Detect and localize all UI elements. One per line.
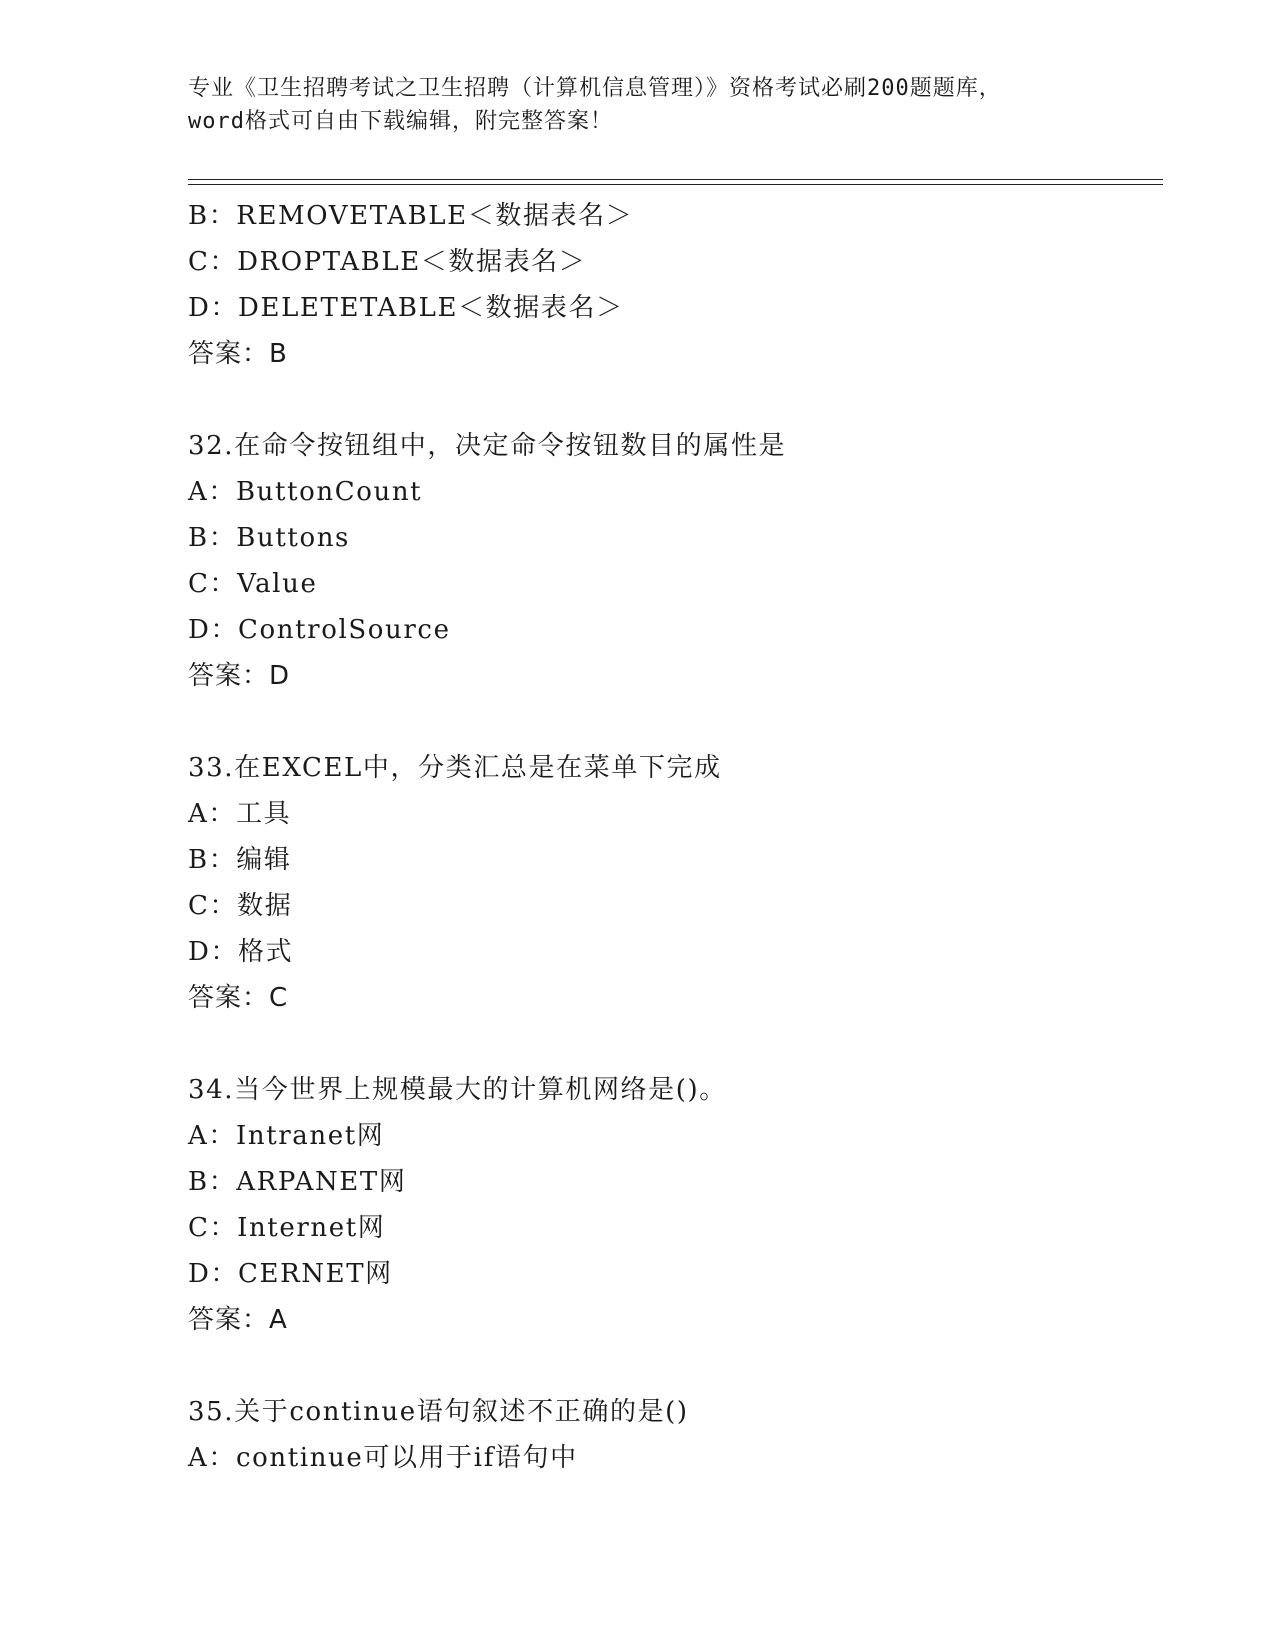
spacer	[188, 1343, 1168, 1389]
question-33	[188, 745, 1168, 1021]
question-32	[188, 423, 1168, 699]
question-34	[188, 1067, 1168, 1343]
question-text: 33.在EXCEL中，分类汇总是在菜单下完成	[188, 753, 722, 783]
option-b: B：REMOVETABLE＜数据表名＞	[188, 201, 634, 231]
option-c: C：数据	[188, 891, 293, 921]
header-line-2: word格式可自由下载编辑，附完整答案！	[188, 109, 613, 134]
document-header	[188, 72, 1108, 138]
spacer	[188, 1021, 1168, 1067]
option-c: C：Internet网	[188, 1213, 386, 1243]
question-text: 32.在命令按钮组中，决定命令按钮数目的属性是	[188, 431, 787, 461]
spacer	[188, 377, 1168, 423]
header-divider-bottom	[188, 184, 1163, 185]
option-b: B：ARPANET网	[188, 1167, 407, 1197]
option-a: A：ButtonCount	[188, 477, 423, 507]
option-b: B：Buttons	[188, 523, 350, 553]
option-c: C：Value	[188, 569, 318, 599]
option-a: A：continue可以用于if语句中	[188, 1443, 578, 1473]
option-a: A：工具	[188, 799, 292, 829]
question-35	[188, 1389, 1168, 1481]
question-31-continued	[188, 193, 1168, 377]
answer: 答案：D	[188, 661, 291, 691]
answer: 答案：A	[188, 1305, 288, 1335]
question-text: 34.当今世界上规模最大的计算机网络是()。	[188, 1075, 727, 1105]
header-line-1: 专业《卫生招聘考试之卫生招聘（计算机信息管理）》资格考试必刷200题题库，	[188, 76, 1002, 101]
answer: 答案：C	[188, 983, 289, 1013]
question-text: 35.关于continue语句叙述不正确的是()	[188, 1397, 689, 1427]
question-list	[188, 193, 1168, 1481]
option-d: D：格式	[188, 937, 294, 967]
option-d: D：DELETETABLE＜数据表名＞	[188, 293, 624, 323]
option-d: D：CERNET网	[188, 1259, 393, 1289]
option-a: A：Intranet网	[188, 1121, 385, 1151]
answer: 答案：B	[188, 339, 288, 369]
option-c: C：DROPTABLE＜数据表名＞	[188, 247, 587, 277]
option-d: D：ControlSource	[188, 615, 451, 645]
option-b: B：编辑	[188, 845, 292, 875]
header-divider-top	[188, 179, 1163, 180]
spacer	[188, 699, 1168, 745]
